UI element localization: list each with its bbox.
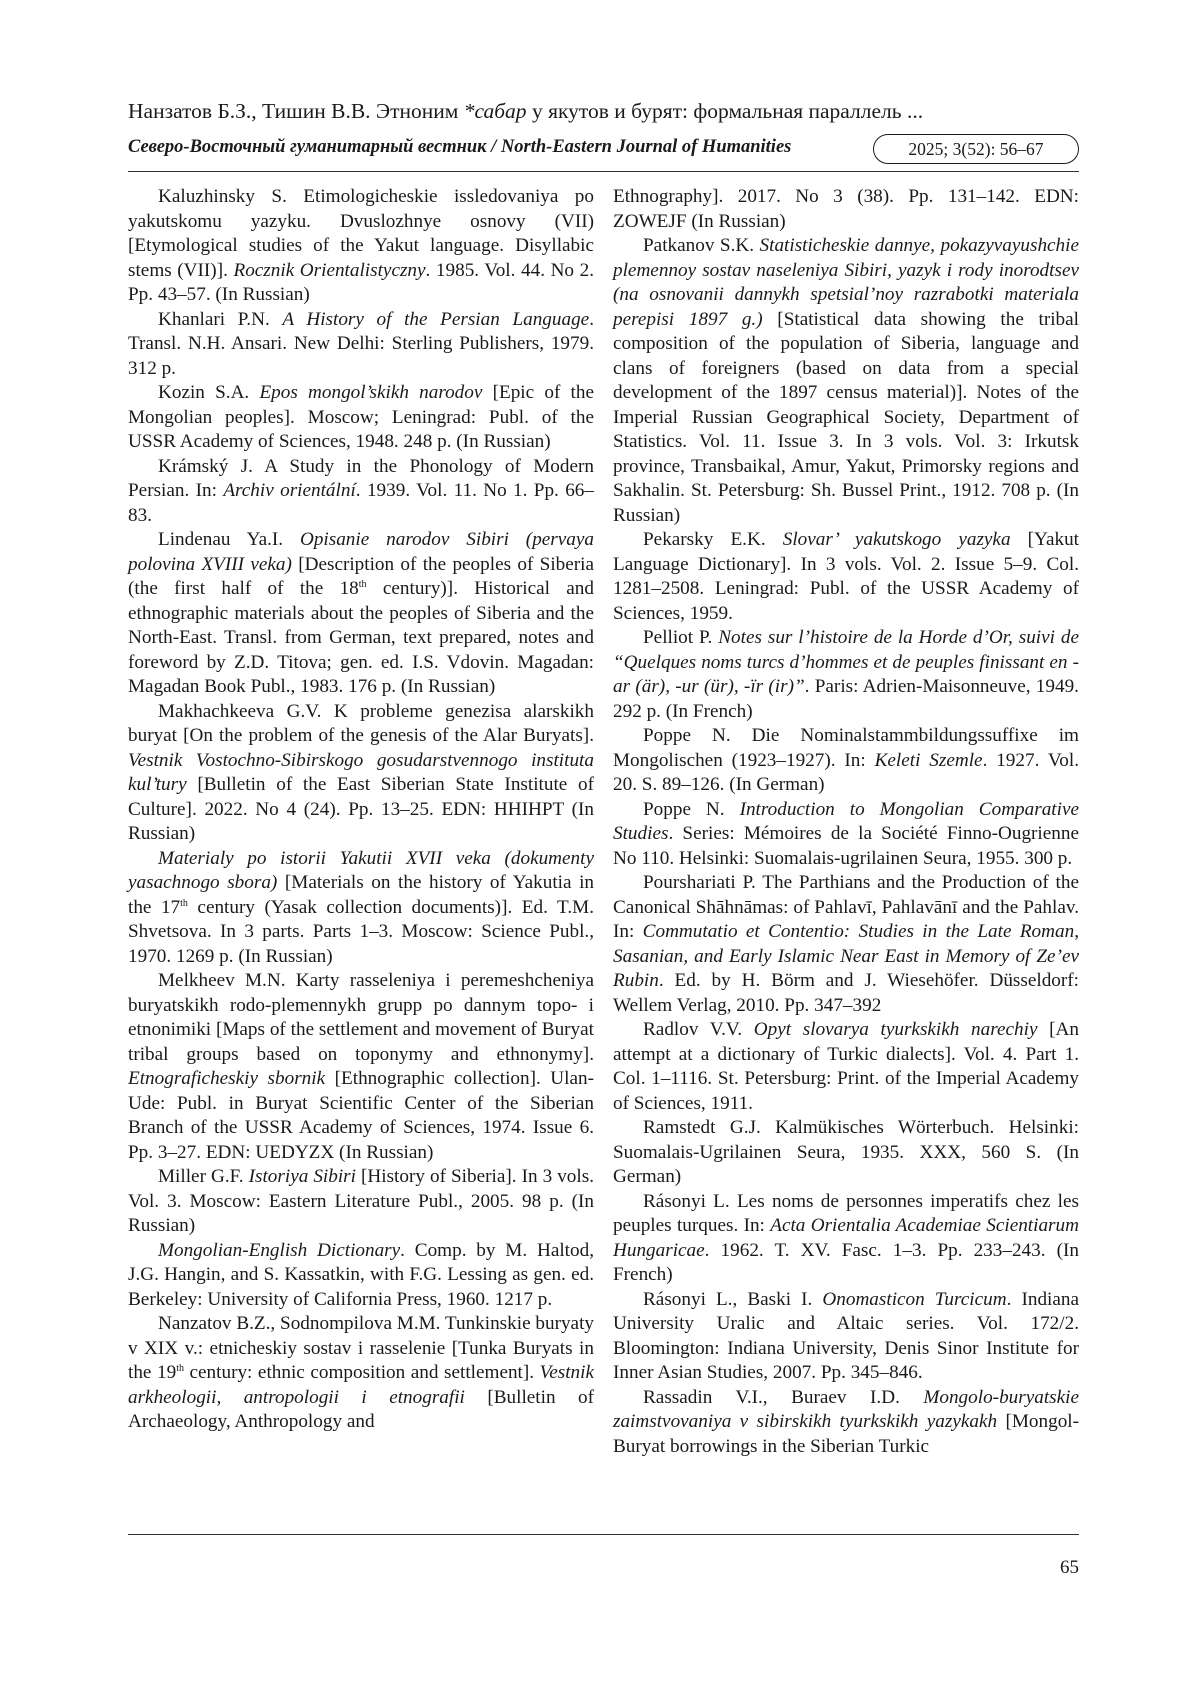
running-title-italic: *сабар xyxy=(463,99,527,123)
reference-entry: Rassadin V.I., Buraev I.D. Mongolo-buryatskie zaimstvovaniya v sibirskikh tyurkskikh yazykakh [Mongol-Buryat borrowings in the Siberian Turkic xyxy=(613,1386,1080,1457)
references-column-left xyxy=(128,185,594,1435)
running-title xyxy=(128,96,1088,126)
reference-entry: Mongolian-English Dictionary. Comp. by M. Haltod, J.G. Hangin, and S. Kassatkin, with F.G. Lessing as gen. ed. Berkeley: University of California Press, 1960. 1217 p. xyxy=(128,1239,594,1310)
header-rule xyxy=(128,171,1079,172)
reference-entry: Khanlari P.N. A History of the Persian Language. Transl. N.H. Ansari. New Delhi: Sterling Publishers, 1979. 312 p. xyxy=(128,308,594,379)
journal-header xyxy=(128,134,1079,172)
reference-entry: Radlov V.V. Opyt slovarya tyurkskikh narechiy [An attempt at a dictionary of Turkic dialects]. Vol. 4. Part 1. Col. 1–1116. St. Petersburg: Print. of the Imperial Academy of Sciences, 1911. xyxy=(613,1019,1080,1114)
reference-entry: Kaluzhinsky S. Etimologicheskie issledovaniya po yakutskomu yazyku. Dvuslozhnye osnovy (VII) [Etymological studies of the Yakut language. Disyllabic stems (VII)]. Rocznik Orientalistyczny. 1985. Vol. 44. No 2. Pp. 43–57. (In Russian) xyxy=(128,186,594,305)
reference-entry: Poppe N. Introduction to Mongolian Comparative Studies. Series: Mémoires de la Société Finno-Ougrienne No 110. Helsinki: Suomalais-ugrilainen Seura, 1955. 300 p. xyxy=(613,798,1079,869)
reference-entry: Krámský J. A Study in the Phonology of Modern Persian. In: Archiv orientální. 1939. Vol. 11. No 1. Pp. 66–83. xyxy=(128,455,594,526)
reference-entry: Poppe N. Die Nominalstammbildungssuffixe im Mongolischen (1923–1927). In: Keleti Szemle. 1927. Vol. 20. S. 89–126. (In German) xyxy=(613,725,1079,795)
reference-entry: Lindenau Ya.I. Opisanie narodov Sibiri (pervaya polovina XVIII veka) [Description of the peoples of Siberia (the first half of the 18th century)]. Historical and ethnographic materials about the peoples of Siberia and the North-East. Transl. from German, text prepared, notes and foreword by Z.D. Titova; gen. ed. I.S. Vdovin. Magadan: Magadan Book Publ., 1983. 176 p. (In Russian) xyxy=(128,529,595,697)
footer-rule xyxy=(128,1534,1079,1535)
reference-entry: Rásonyi L. Les noms de personnes imperatifs chez les peuples turques. In: Acta Orientalia Academiae Scientiarum Hungaricae. 1962. T. XV. Fasc. 1–3. Pp. 233–243. (In French) xyxy=(613,1190,1079,1285)
reference-entry: Rásonyi L., Baski I. Onomasticon Turcicum. Indiana University Uralic and Altaic series. Vol. 172/2. Bloomington: Indiana University, Denis Sinor Institute for Inner Asian Studies, 2007. Pp. 345–846. xyxy=(613,1288,1079,1383)
reference-entry-continuation: Ethnography]. 2017. No 3 (38). Pp. 131–142. EDN: ZOWEJF (In Russian) xyxy=(613,186,1079,232)
reference-entry: Melkheev M.N. Karty rasseleniya i peremeshcheniya buryatskikh rodo-plemennykh grupp po dannym topo- i etnonimiki [Maps of the settlement and movement of Buryat tribal groups based on toponymy and ethnonymy]. Etnograficheskiy sbornik [Ethnographic collection]. Ulan-Ude: Publ. in Buryat Scientific Center of the Siberian Branch of the USSR Academy of Sciences, 1974. Issue 6. Pp. 3–27. EDN: UEDYZX (In Russian) xyxy=(128,970,594,1163)
reference-entry: Ramstedt G.J. Kalmükisches Wörterbuch. Helsinki: Suomalais-Ugrilainen Seura, 1935. XXX, 560 S. (In German) xyxy=(613,1117,1079,1187)
reference-entry: Patkanov S.K. Statisticheskie dannye, pokazyvayushchie plemennoy sostav naseleniya Sibiri, yazyk i rody inorodtsev (na osnovanii dannykh spetsial’noy razrabotki materiala perepisi 1897 g.) [Statistical data showing the tribal composition of the population of Siberia, language and clans of foreigners (based on data from a special development of the 1897 census material)]. Notes of the Imperial Russian Geographical Society, Department of Statistics. Vol. 11. Issue 3. In 3 vols. Vol. 3: Irkutsk province, Transbaikal, Amur, Yakut, Primorsky regions and Sakhalin. St. Petersburg: Sh. Bussel Print., 1912. 708 p. (In Russian) xyxy=(613,235,1080,526)
reference-entry: Materialy po istorii Yakutii XVII veka (dokumenty yasachnogo sbora) [Materials on the history of Yakutia in the 17th century (Yasak collection documents)]. Ed. T.M. Shvetsova. In 3 parts. Parts 1–3. Moscow: Science Publ., 1970. 1269 p. (In Russian) xyxy=(128,847,594,967)
reference-entry: Miller G.F. Istoriya Sibiri [History of Siberia]. In 3 vols. Vol. 3. Moscow: Eastern Literature Publ., 2005. 98 p. (In Russian) xyxy=(128,1166,594,1236)
reference-entry: Makhachkeeva G.V. K probleme genezisa alarskikh buryat [On the problem of the genesis of the Alar Buryats]. Vestnik Vostochno-Sibirskogo gosudarstvennogo instituta kul’tury [Bulletin of the East Siberian State Institute of Culture]. 2022. No 4 (24). Pp. 13–25. EDN: HHIHPT (In Russian) xyxy=(128,700,594,844)
reference-entry: Pekarsky E.K. Slovar’ yakutskogo yazyka [Yakut Language Dictionary]. In 3 vols. Vol. 2. Issue 5–9. Col. 1281–2508. Leningrad: Publ. of the USSR Academy of Sciences, 1959. xyxy=(613,529,1080,624)
references-column-right xyxy=(613,185,1079,1459)
journal-name: Северо-Восточный гуманитарный вестник / North-Eastern Journal of Humanities xyxy=(128,137,792,157)
issue-badge: 2025; 3(52): 56–67 xyxy=(873,134,1079,164)
reference-entry: Pelliot P. Notes sur l’histoire de la Horde d’Or, suivi de “Quelques noms turcs d’hommes et de peuples finissant en -ar (är), -ur (ür), -ïr (ir)”. Paris: Adrien-Maisonneuve, 1949. 292 p. (In French) xyxy=(613,627,1079,722)
page-number: 65 xyxy=(1060,1557,1079,1578)
running-title-rest: у якутов и бурят: формальная параллель ... xyxy=(526,99,924,123)
reference-entry: Nanzatov B.Z., Sodnompilova M.M. Tunkinskie buryaty v XIX v.: etnicheskiy sostav i rasselenie [Tunka Buryats in the 19th century: ethnic composition and settlement]. Vestnik arkheologii, antropologii i etnografii [Bulletin of Archaeology, Anthropology and xyxy=(128,1313,594,1432)
reference-entry: Kozin S.A. Epos mongol’skikh narodov [Epic of the Mongolian peoples]. Moscow; Leningrad: Publ. of the USSR Academy of Sciences, 1948. 248 p. (In Russian) xyxy=(128,382,594,452)
reference-entry: Pourshariati P. The Parthians and the Production of the Canonical Shāhnāmas: of Pahlavī, Pahlavānī and the Pahlav. In: Commutatio et Contentio: Studies in the Late Roman, Sasanian, and Early Islamic Near East in Memory of Ze’ev Rubin. Ed. by H. Börm and J. Wiesehöfer. Düsseldorf: Wellem Verlag, 2010. Pp. 347–392 xyxy=(613,872,1079,1016)
running-title-text: Нанзатов Б.З., Тишин В.В. Этноним xyxy=(128,99,464,123)
